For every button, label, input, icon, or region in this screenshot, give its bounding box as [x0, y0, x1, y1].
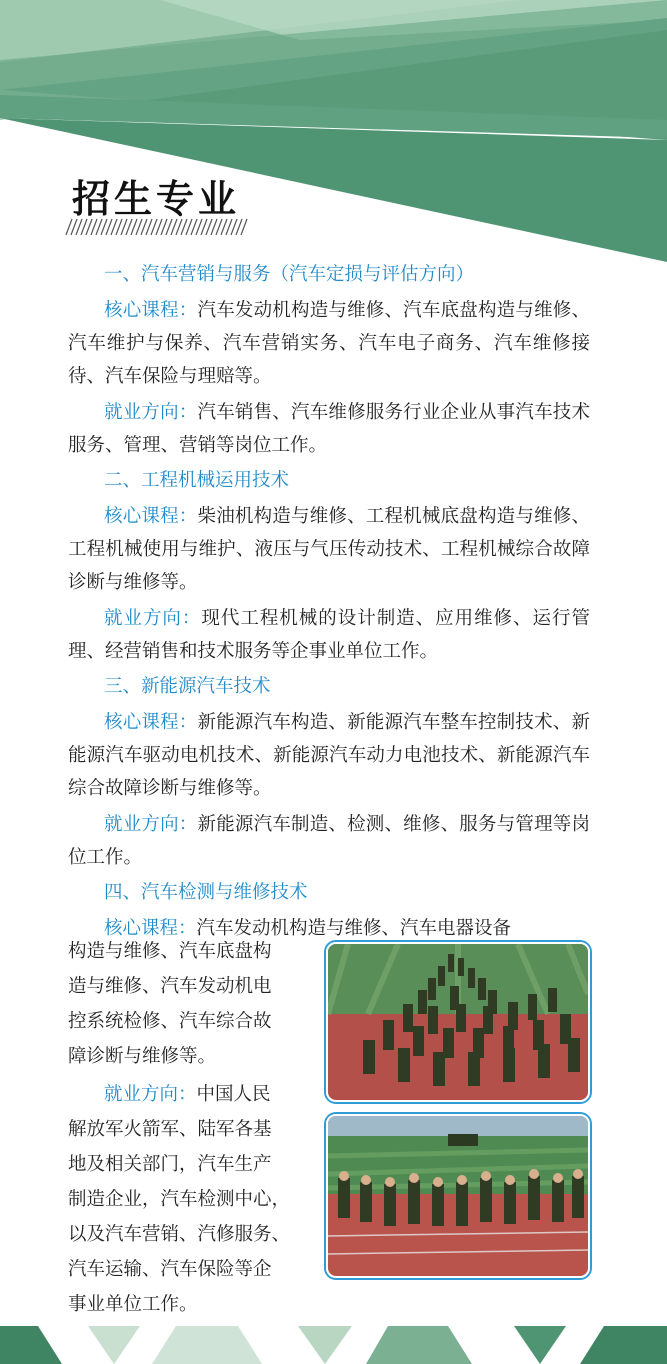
career-first-line [68, 1077, 318, 1112]
photo-military-drill [326, 1114, 590, 1278]
core-courses-label: 核心课程： [104, 506, 198, 527]
photo-military-formation [326, 942, 590, 1102]
core-line: 控系统检修、汽车综合故 [68, 1011, 272, 1032]
core-courses-text: 柴油机构造与维修、工程机械底盘构造与维修、工程机械使用与维护、液压与气压传动技术、工程机械综合故障诊断与维修等。 [68, 506, 590, 593]
career-label: 就业方向： [104, 814, 198, 835]
career-line: 事业单位工作。 [68, 1294, 198, 1315]
career-text: 现代工程机械的设计制造、应用维修、运行管理、经营销售和技术服务等企事业单位工作。 [68, 608, 590, 662]
major-title: 三、新能源汽车技术 [104, 676, 271, 697]
core-line: 造与维修、汽车发动机电 [68, 976, 272, 997]
career-line: 地及相关部门，汽车生产 [68, 1154, 272, 1175]
core-line: 构造与维修、汽车底盘构 [68, 941, 272, 962]
core-courses-label: 核心课程： [104, 300, 198, 321]
major-title: 四、汽车检测与维修技术 [104, 882, 308, 903]
core-courses-label: 核心课程： [104, 712, 198, 733]
career-line: 汽车运输、汽车保险等企 [68, 1259, 272, 1280]
career-label: 就业方向： [104, 608, 202, 629]
major-4-wrapped-text [68, 934, 318, 1322]
footer-decoration [0, 1326, 667, 1364]
major-section-1 [68, 258, 590, 462]
career-direction [68, 396, 590, 462]
career-text: 中国人民 [196, 1084, 271, 1105]
core-courses [68, 294, 590, 393]
major-section-3 [68, 670, 590, 874]
core-line: 障诊断与维修等。 [68, 1046, 217, 1067]
core-courses-label: 核心课程： [104, 918, 197, 939]
page-title: 招生专业 [72, 177, 241, 221]
career-line: 解放军火箭军、陆军各基 [68, 1119, 272, 1140]
career-direction [68, 602, 590, 668]
core-courses [68, 500, 590, 599]
title-underline-hatch [64, 218, 248, 236]
core-courses-text: 汽车发动机构造与维修、汽车底盘构造与维修、汽车维护与保养、汽车营销实务、汽车电子商务、汽车维修接待、汽车保险与理赔等。 [68, 300, 590, 387]
majors-list [68, 256, 590, 945]
career-label: 就业方向： [104, 1084, 197, 1105]
major-title: 二、工程机械运用技术 [104, 470, 290, 491]
core-courses [68, 706, 590, 805]
career-label: 就业方向： [104, 402, 198, 423]
major-title: 一、汽车营销与服务（汽车定损与评估方向） [104, 264, 475, 285]
career-text: 新能源汽车制造、检测、维修、服务与管理等岗位工作。 [68, 814, 590, 868]
career-line: 以及汽车营销、汽修服务、 [68, 1224, 291, 1245]
core-courses-text: 汽车发动机构造与维修、汽车电器设备 [196, 918, 512, 939]
career-line: 制造企业，汽车检测中心， [68, 1189, 291, 1210]
core-courses-text: 新能源汽车构造、新能源汽车整车控制技术、新能源汽车驱动电机技术、新能源汽车动力电池技术、新能源汽车综合故障诊断与维修等。 [68, 712, 590, 799]
career-direction [68, 808, 590, 874]
career-text: 汽车销售、汽车维修服务行业企业从事汽车技术服务、管理、营销等岗位工作。 [68, 402, 590, 456]
major-section-2 [68, 464, 590, 668]
